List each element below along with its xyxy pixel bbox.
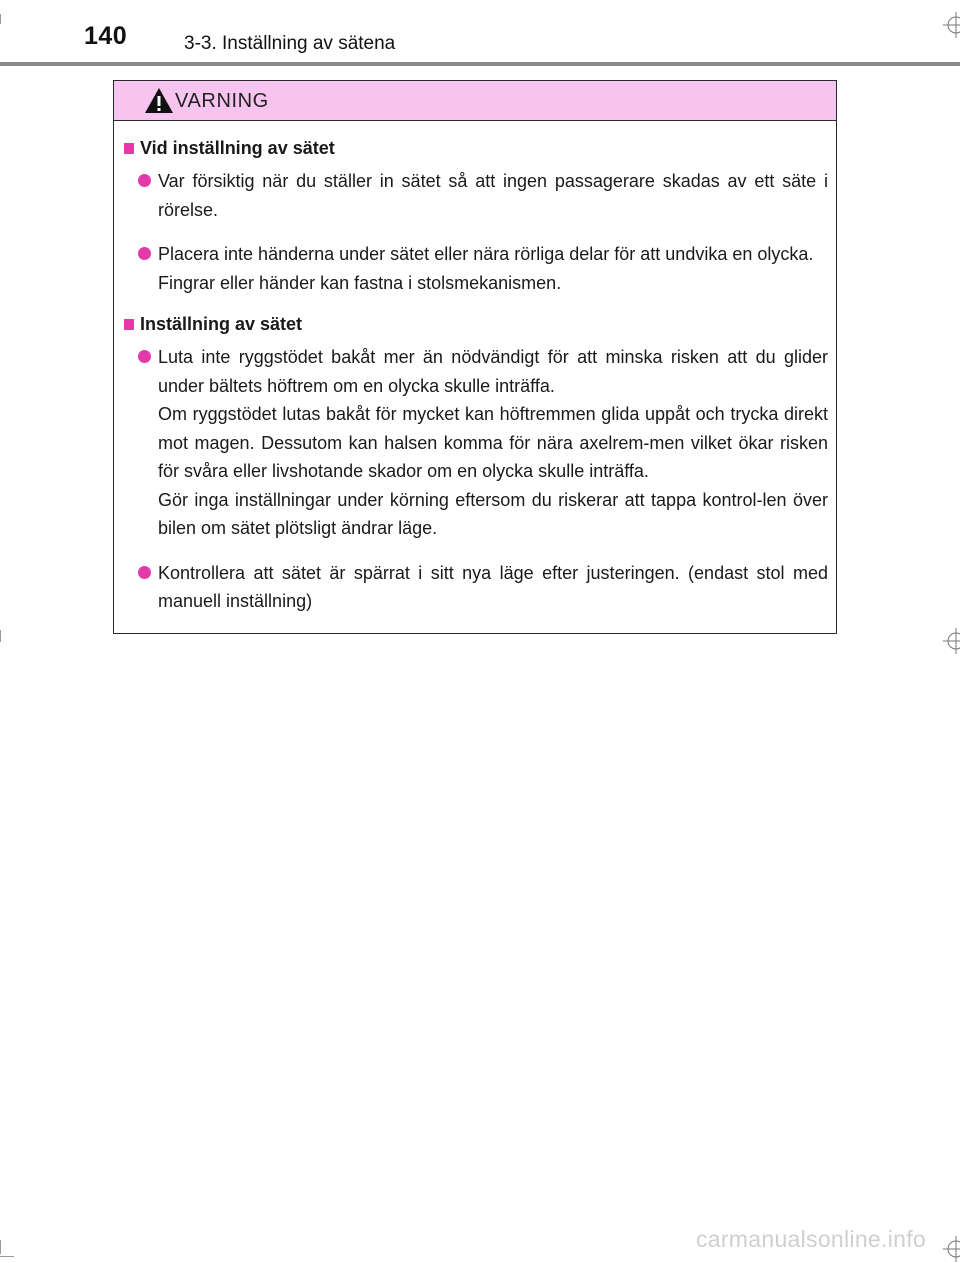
list-item: [138, 343, 828, 543]
page-number: 140: [84, 22, 128, 50]
warning-box: [113, 80, 837, 634]
list-item: [138, 240, 828, 297]
warning-triangle-icon: [144, 87, 174, 114]
warning-title: VARNING: [175, 90, 269, 112]
list-item: [138, 167, 828, 224]
list-item: [138, 559, 828, 616]
watermark: carmanualsonline.info: [695, 1226, 926, 1252]
paragraph: Fingrar eller händer kan fastna i stolsmekanismen.: [158, 272, 562, 293]
warning-group: [124, 313, 828, 616]
warning-body: [114, 121, 836, 616]
bullet-text: [158, 343, 828, 543]
round-bullet-icon: [138, 566, 151, 579]
paragraph: Var försiktig när du ställer in sätet så att ingen passagerare skadas av ett säte i rörelse.: [158, 171, 828, 220]
registration-mark-icon: [943, 1236, 960, 1262]
square-bullet-icon: [124, 143, 134, 154]
bullet-text: [158, 240, 813, 297]
bullet-text: [158, 167, 828, 224]
paragraph: Kontrollera att sätet är spärrat i sitt nya läge efter justeringen. (endast stol med manuell inställning): [158, 562, 828, 611]
paragraph: Luta inte ryggstödet bakåt mer än nödvändigt för att minska risken att du glider under bältets höftrem om en olycka skulle inträffa.: [158, 347, 828, 396]
crop-mark: [0, 630, 1, 642]
bullet-text: [158, 559, 828, 616]
paragraph: Om ryggstödet lutas bakåt för mycket kan höftremmen glida uppåt och trycka direkt mot magen. Dessutom kan halsen komma för nära axelrem-men vilket ökar risken för svåra eller livshotande skador om en olycka skulle inträffa.: [158, 404, 828, 481]
registration-mark-icon: [943, 628, 960, 654]
crop-mark: [0, 1256, 14, 1257]
square-bullet-icon: [124, 319, 134, 330]
paragraph: Gör inga inställningar under körning eftersom du riskerar att tappa kontrol-len över bilen om sätet plötsligt ändrar läge.: [158, 489, 828, 538]
crop-mark: [0, 1240, 1, 1254]
sub-heading-text: Vid inställning av sätet: [140, 138, 335, 158]
round-bullet-icon: [138, 247, 151, 260]
header-divider: [0, 62, 960, 66]
page-header: [0, 0, 960, 66]
warning-header: [114, 81, 836, 121]
round-bullet-icon: [138, 350, 151, 363]
warning-group: [124, 137, 828, 297]
section-title: 3-3. Inställning av sätena: [184, 33, 396, 54]
sub-heading: [124, 137, 828, 159]
sub-heading-text: Inställning av sätet: [140, 314, 303, 334]
paragraph: Placera inte händerna under sätet eller nära rörliga delar för att undvika en olycka.: [158, 244, 814, 264]
round-bullet-icon: [138, 174, 151, 187]
sub-heading: [124, 313, 828, 335]
